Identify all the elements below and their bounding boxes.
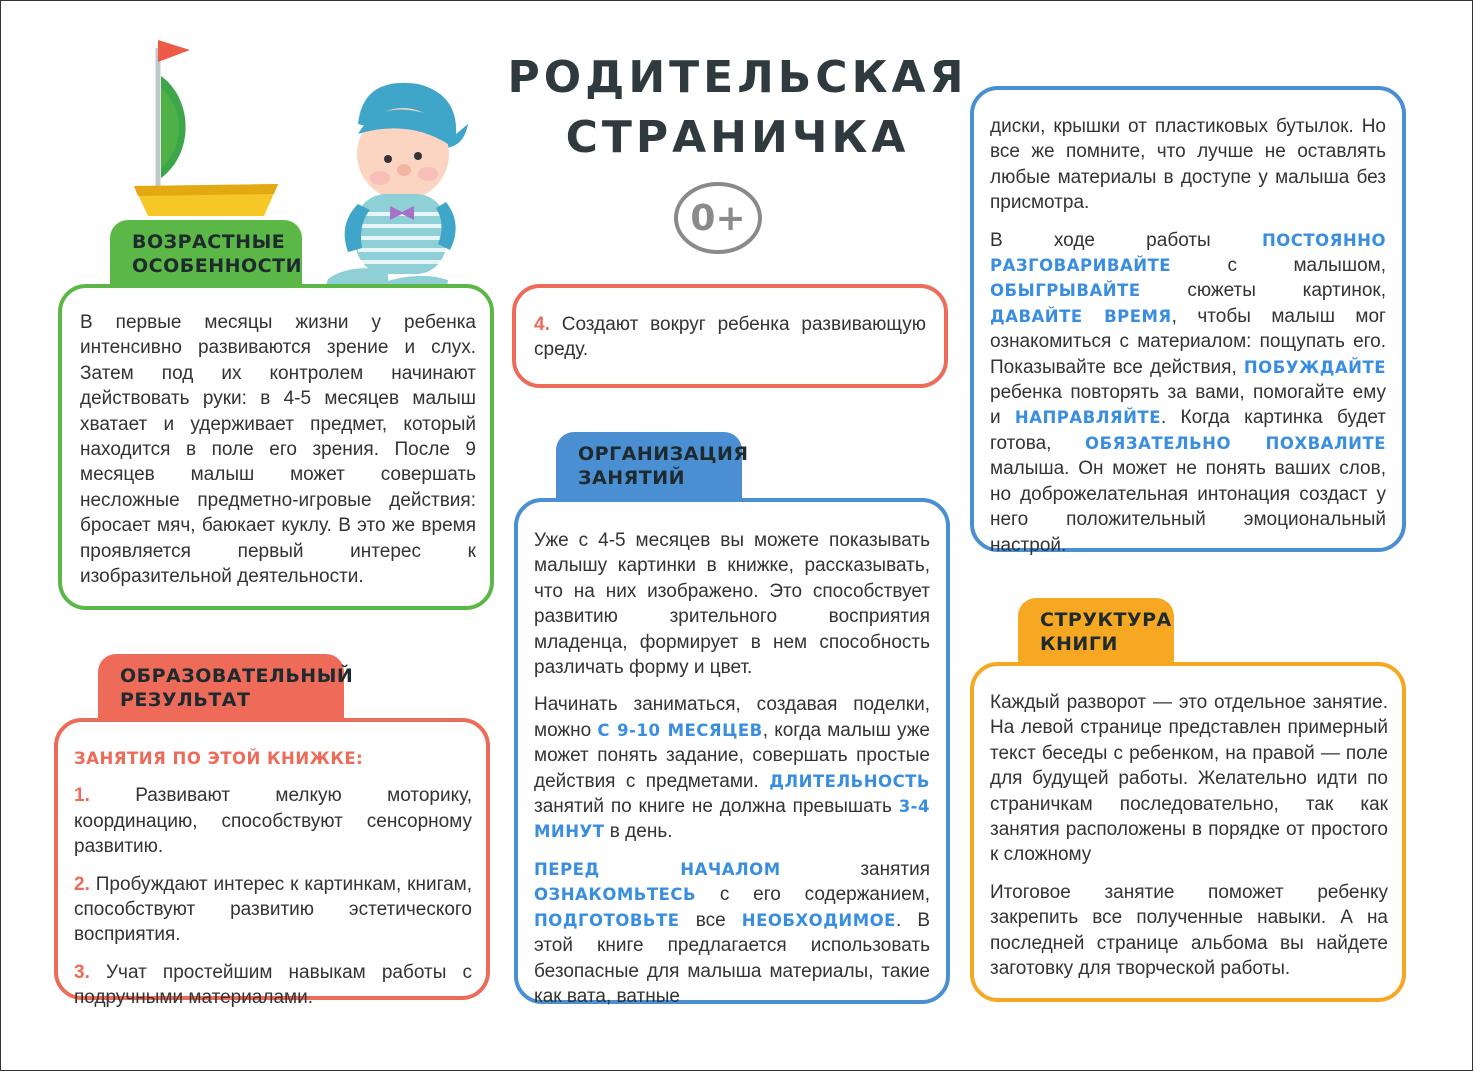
continued-p2: В ходе работы ПОСТОЯННО РАЗГОВАРИВАЙТЕ с малышом, ОБЫГРЫВАЙТЕ сюжеты картинок, ДАВАЙТЕ ВРЕМЯ, чтобы малыш мог ознакомиться с материалом: пощупать его. Показывайте все действия, ПОБУЖДАЙТЕ ребенка повторять за вами, помогайте ему и НАПРАВЛЯЙТЕ. Когда картинка будет готова, ОБЯЗАТЕЛЬНО ПОХВАЛИТЕ малыша. Он может не понять ваших слов, но доброжелательная интонация создаст у него положительный эмоциональный настрой. [990, 229, 1387, 556]
age-features-text: В первые месяцы жизни у ребенка интенсивно развиваются зрение и слух. Затем под их контролем начинают действовать руки: в 4-5 месяцев малыш хватает и удерживает предмет, который находится в поле его зрения. После 9 месяцев малыш может совершать несложные предметно-игровые действия: бросает мяч, баюкает куклу. В это же время проявляется первый интерес к изобразительной деятельности. [80, 312, 476, 588]
continued-p1: диски, крышки от пластиковых бутылок. Но все же помните, что лучше не оставлять любые материалы в доступе у малыша без присмотра. [990, 116, 1386, 214]
result-tag-line1: ОБРАЗОВАТЕЛЬНЫЙ [120, 665, 354, 687]
structure-p1: Каждый разворот — это отдельное занятие. На левой странице представлен примерный текст беседы с ребенком, на правой — поле для будущей работы. Желательно идти по страничкам последовательно, так как занятия расположены в порядке от простого к сложному [990, 692, 1388, 866]
age-features-tag [110, 220, 302, 286]
organization-p3: ПЕРЕД НАЧАЛОМ занятия ОЗНАКОМЬТЕСЬ с его содержанием, ПОДГОТОВЬТЕ все НЕОБХОДИМОЕ. В этой книге предлагается использовать безопасные для малыша материалы, такие как вата, ватные [534, 858, 931, 1007]
organization-p1: Уже с 4-5 месяцев вы можете показывать малышу картинки в книжке, рассказывать, что на них изображено. Это способствует развитию зрительного восприятия младенца, формирует в нем способность различать форму и цвет. [534, 530, 930, 679]
organization-tag [556, 432, 749, 502]
result-item-1: 1. Развивают мелкую моторику, координацию, способствуют сенсорному развитию. [74, 785, 472, 858]
boat-illustration [130, 28, 290, 218]
age-rating-text: 0+ [690, 198, 746, 239]
age-features-tag-line2: ОСОБЕННОСТИ [132, 255, 302, 277]
organization-tag-line1: ОРГАНИЗАЦИЯ [578, 443, 749, 465]
continued-text [990, 114, 1386, 570]
result-item-4: 4. Создают вокруг ребенка развивающую среду. [534, 314, 927, 361]
organization-p2: Начинать заниматься, создавая поделки, можно С 9-10 МЕСЯЦЕВ, когда малыш уже может понять задание, совершать простые действия с предметами. ДЛИТЕЛЬНОСТЬ занятий по книге не должна превышать 3-4 МИНУТ в день. [534, 694, 931, 843]
age-rating-badge [672, 180, 764, 256]
baby-illustration [318, 74, 468, 300]
page-title-line2: СТРАНИЧКА [565, 112, 910, 163]
organization-text [534, 528, 930, 1021]
structure-p2: Итоговое занятие поможет ребенку закрепить все полученные навыки. А на последней странице альбома вы найдете заготовку для творческой работы. [990, 881, 1388, 980]
structure-tag-line1: СТРУКТУРА [1040, 609, 1172, 631]
result-item-3: 3. Учат простейшим навыкам работы с подручными материалами. [74, 961, 472, 1009]
organization-tag-line2: ЗАНЯТИЙ [578, 467, 685, 489]
result-subtitle: ЗАНЯТИЯ ПО ЭТОЙ КНИЖКЕ: [74, 749, 364, 768]
structure-tag-line2: КНИГИ [1040, 633, 1118, 655]
result-tag [98, 654, 354, 722]
age-features-tag-line1: ВОЗРАСТНЫЕ [132, 231, 286, 253]
structure-tag [1018, 598, 1174, 666]
structure-text [990, 690, 1388, 993]
page-title-line1: РОДИТЕЛЬСКАЯ [507, 52, 968, 103]
result-tag-line2: РЕЗУЛЬТАТ [120, 689, 251, 711]
result-item-2: 2. Пробуждают интерес к картинкам, книгам, способствуют развитию эстетического восприятия. [74, 873, 472, 946]
result-text [74, 746, 472, 1023]
